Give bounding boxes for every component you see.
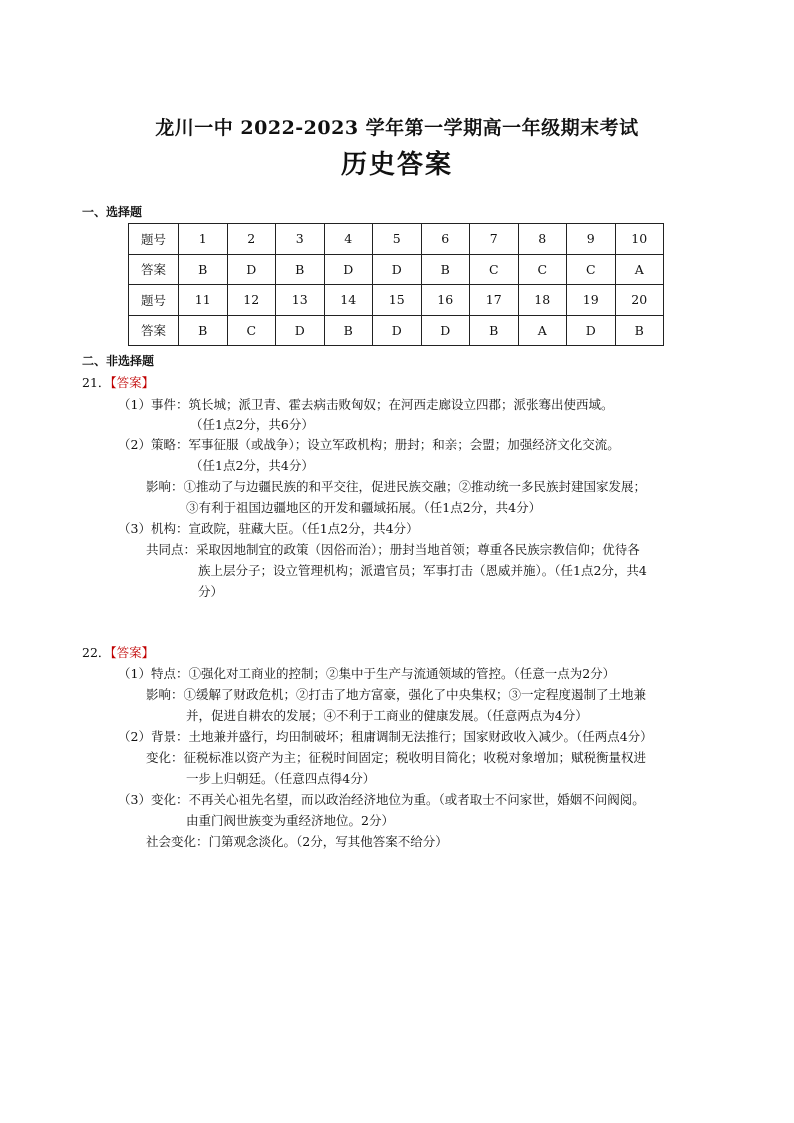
table-cell: D [567,315,616,346]
answer-line: 影响：①缓解了财政危机；②打击了地方富豪，强化了中央集权；③一定程度遏制了土地兼 [146,687,647,702]
table-row [129,285,664,316]
table-cell: D [373,254,422,285]
question-21-label [82,373,154,391]
table-cell: B [179,315,228,346]
table-cell: A [615,254,664,285]
table-cell: B [276,254,325,285]
answer-tag: 【答案】 [110,645,155,660]
table-cell: D [373,315,422,346]
answer-line: 由重门阀世族变为重经济地位。2分） [186,813,394,828]
answer-line: （1）事件：筑长城；派卫青、霍去病击败匈奴；在河西走廊设立四郡；派张骞出使西域。 [118,397,614,412]
answer-line: （1）特点：①强化对工商业的控制；②集中于生产与流通领域的管控。（任意一点为2分） [118,666,616,681]
table-cell: 20 [615,285,664,316]
table-cell: 9 [567,224,616,255]
answer-line: （任1点2分，共6分） [190,417,314,432]
table-cell: D [324,254,373,285]
answer-line: 族上层分子；设立管理机构；派遣官员；军事打击（恩威并施）。（任1点2分，共4 [198,563,647,578]
table-cell: 15 [373,285,422,316]
answer-line: 分） [198,584,224,599]
answer-line: 影响：①推动了与边疆民族的和平交往，促进民族交融；②推动统一多民族封建国家发展； [146,479,647,494]
table-cell: 19 [567,285,616,316]
answer-line: （2）背景：土地兼并盛行，均田制破坏；租庸调制无法推行；国家财政收入减少。（任两点4分） [118,729,653,744]
table-cell: C [518,254,567,285]
table-cell: B [470,315,519,346]
table-cell: 8 [518,224,567,255]
table-cell: 10 [615,224,664,255]
table-cell: 14 [324,285,373,316]
answer-line: （任1点2分，共4分） [190,458,314,473]
row-label: 题号 [129,224,179,255]
answer-line: 一步上归朝廷。（任意四点得4分） [186,771,376,786]
question-22-label [82,643,154,661]
table-row [129,224,664,255]
table-cell: 4 [324,224,373,255]
section-heading-nonchoice: 二、非选择题 [82,354,155,368]
answer-tag: 【答案】 [110,375,155,390]
table-cell: 2 [227,224,276,255]
table-cell: B [615,315,664,346]
table-cell: 18 [518,285,567,316]
table-cell: 12 [227,285,276,316]
page-title: 历史答案 [340,150,453,180]
answer-line: 社会变化：门第观念淡化。（2分，写其他答案不给分） [146,834,448,849]
table-cell: 13 [276,285,325,316]
table-cell: D [227,254,276,285]
answer-line: （2）策略：军事征服（或战争）；设立军政机构；册封；和亲；会盟；加强经济文化交流。 [118,437,620,452]
table-row [129,254,664,285]
table-cell: 11 [179,285,228,316]
table-cell: 3 [276,224,325,255]
answer-line: 并，促进自耕农的发展；④不利于工商业的健康发展。（任意两点为4分） [186,708,588,723]
exam-title: 龙川一中 2022-2023 学年第一学期高一年级期末考试 [155,117,639,139]
section-heading-choice: 一、选择题 [82,205,143,219]
table-cell: 16 [421,285,470,316]
table-cell: D [276,315,325,346]
table-cell: A [518,315,567,346]
answer-line: （3）机构：宣政院，驻藏大臣。（任1点2分，共4分） [118,521,419,536]
answer-line: （3）变化：不再关心祖先名望，而以政治经济地位为重。（或者取士不问家世，婚姻不问阀阅。 [118,792,645,807]
table-row [129,315,664,346]
answer-line: 共同点：采取因地制宜的政策（因俗而治）；册封当地首领；尊重各民族宗教信仰；优待各 [146,542,640,557]
table-cell: 6 [421,224,470,255]
table-cell: 5 [373,224,422,255]
table-cell: 17 [470,285,519,316]
question-number: 22． [82,645,111,660]
table-cell: C [470,254,519,285]
table-cell: B [179,254,228,285]
table-cell: C [227,315,276,346]
answer-line: ③有利于祖国边疆地区的开发和疆域拓展。（任1点2分，共4分） [186,500,542,515]
row-label: 答案 [129,315,179,346]
table-cell: 7 [470,224,519,255]
answer-table [128,223,664,346]
row-label: 答案 [129,254,179,285]
answer-line: 变化：征税标准以资产为主；征税时间固定；税收明目简化；收税对象增加；赋税衡量权进 [146,750,647,765]
table-cell: D [421,315,470,346]
table-cell: 1 [179,224,228,255]
question-number: 21． [82,375,111,390]
row-label: 题号 [129,285,179,316]
table-cell: B [421,254,470,285]
table-cell: C [567,254,616,285]
table-cell: B [324,315,373,346]
